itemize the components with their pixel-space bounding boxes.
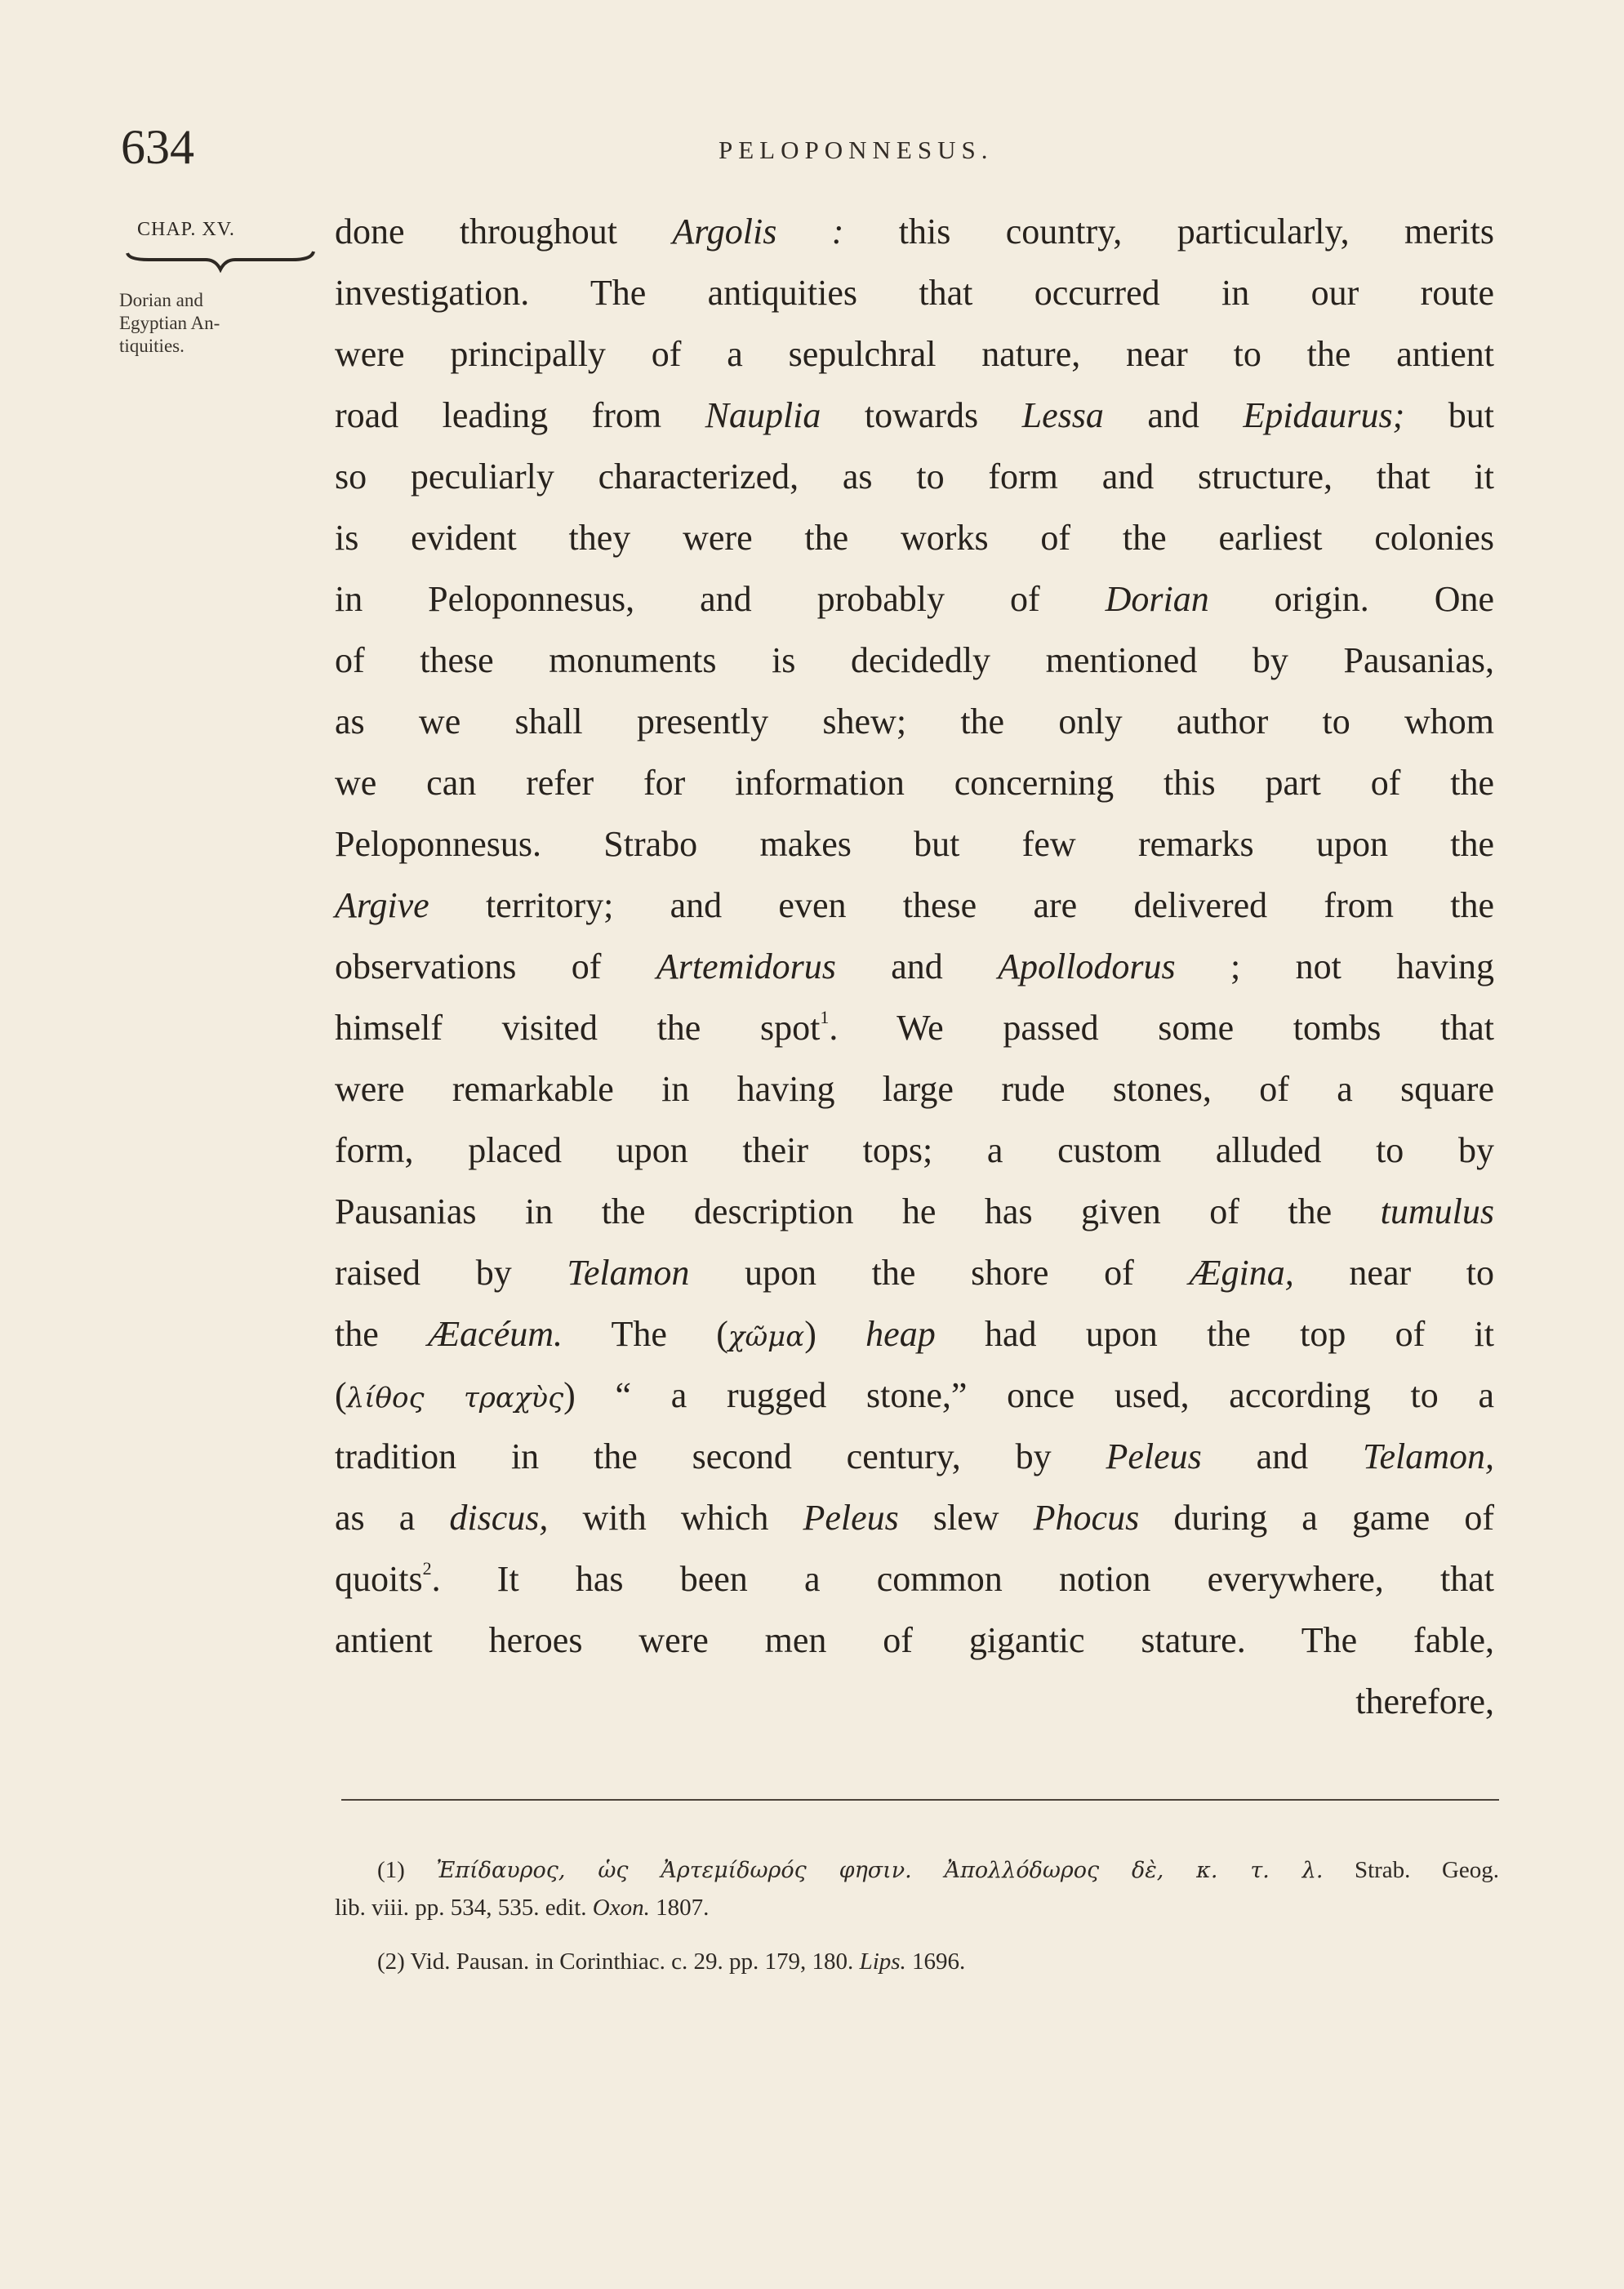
margin-note	[119, 289, 307, 358]
body-line-20: (λίθος τραχὺς) “ a rugged stone,” once used, according to a	[335, 1375, 1494, 1415]
body-line-18: raised by Telamon upon the shore of Ægina, near to	[335, 1253, 1495, 1293]
body-line-16: form, placed upon their tops; a custom alluded to by	[335, 1130, 1494, 1170]
margin-note-line: Egyptian An-	[119, 313, 220, 333]
body-line-22: as a discus, with which Peleus slew Phocus during a game of	[335, 1498, 1494, 1538]
body-line-14: himself visited the spot$^1$. We passed some tombs that	[335, 1007, 1494, 1048]
body-line-8: of these monuments is decidedly mentioned by Pausanias,	[335, 640, 1494, 680]
body-line-7: in Peloponnesus, and probably of Dorian origin. One	[335, 579, 1495, 619]
body-line-3: were principally of a sepulchral nature, near to the antient	[335, 334, 1494, 374]
body-line-2: investigation. The antiquities that occurred in our route	[335, 273, 1494, 313]
footnote-ref-1: 1	[820, 1007, 830, 1027]
body-line-21: tradition in the second century, by Peleus and Telamon,	[335, 1436, 1494, 1476]
margin-note-line: tiquities.	[119, 336, 185, 356]
body-line-6: is evident they were the works of the earliest colonies	[335, 518, 1494, 558]
body-line-1: done throughout Argolis : this country, particularly, merits	[335, 212, 1494, 252]
body-line-5: so peculiarly characterized, as to form and structure, that it	[335, 456, 1494, 497]
body-line-24: antient heroes were men of gigantic stature. The fable,	[335, 1620, 1494, 1660]
footnote-ref-2: 2	[422, 1558, 432, 1579]
body-line-19: the Æacéum. The (χῶμα) heap had upon the top of it	[335, 1314, 1494, 1354]
body-line-23: quoits$^2$. It has been a common notion everywhere, that	[335, 1558, 1494, 1599]
body-line-9: as we shall presently shew; the only author to whom	[335, 701, 1494, 741]
catchword: therefore,	[1355, 1681, 1494, 1721]
page-number: 634	[121, 120, 194, 174]
footnote-1: (1) Ἐπίδαυρος, ὡς Ἀρτεμίδωρός φησιν. Ἀπολλόδωρος δὲ, κ. τ. λ. Strab. Geog.	[377, 1857, 1500, 1883]
body-line-17: Pausanias in the description he has given of the tumulus	[335, 1191, 1494, 1231]
body-line-11: Peloponnesus. Strabo makes but few remarks upon the	[335, 824, 1494, 864]
margin-note-line: Dorian and	[119, 290, 203, 310]
body-line-4: road leading from Nauplia towards Lessa and Epidaurus; but	[335, 395, 1494, 435]
margin-brace-ornament	[124, 248, 320, 273]
footnote-2: (2) Vid. Pausan. in Corinthiac. c. 29. pp. 179, 180. Lips. 1696.	[377, 1948, 966, 1975]
body-line-10: we can refer for information concerning this part of the	[335, 763, 1494, 803]
footnote-1-continued: lib. viii. pp. 534, 535. edit. Oxon. 1807.	[335, 1895, 710, 1921]
body-line-12: Argive territory; and even these are delivered from the	[335, 885, 1494, 925]
footnote-divider	[341, 1799, 1499, 1801]
body-line-15: were remarkable in having large rude stones, of a square	[335, 1069, 1494, 1109]
margin-chapter-label: CHAP. XV.	[137, 219, 235, 240]
body-line-13: observations of Artemidorus and Apollodorus ; not having	[335, 946, 1494, 986]
running-title: PELOPONNESUS.	[719, 136, 994, 164]
